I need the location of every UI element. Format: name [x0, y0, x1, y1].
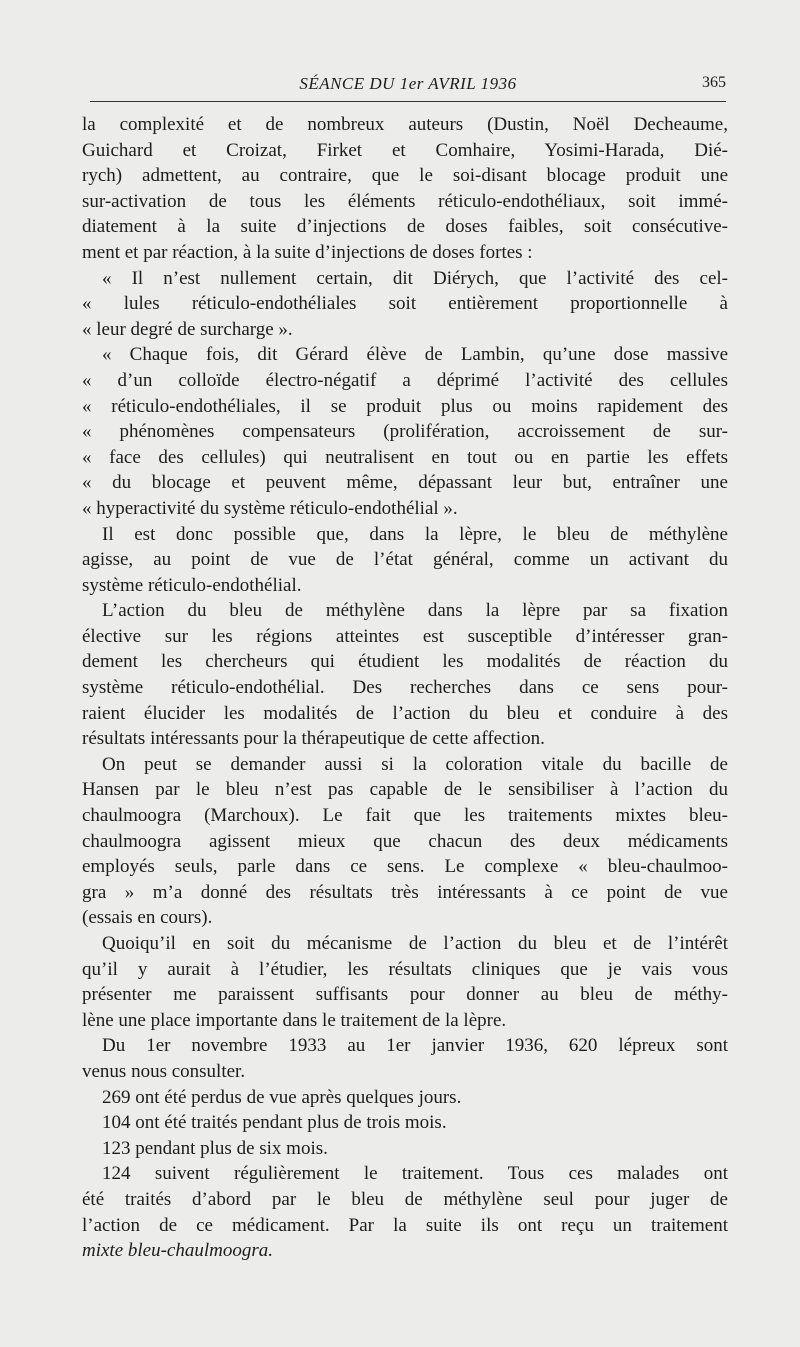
text-line: la complexité et de nombreux auteurs (Dustin, Noël Decheaume, [82, 114, 728, 135]
text-line: « phénomènes compensateurs (prolifération, accroissement de sur- [82, 421, 728, 443]
header-rule [90, 101, 726, 102]
text-line: Quoiqu’il en soit du mécanisme de l’action du bleu et de l’intérêt [102, 933, 728, 954]
text-line: Il est donc possible que, dans la lèpre, le bleu de méthylène [102, 523, 728, 545]
text-line: l’action de ce médicament. Par la suite ils ont reçu un traitement [82, 1214, 728, 1236]
text-line: « leur degré de surcharge ». [82, 318, 293, 340]
running-title: SÉANCE DU 1er AVRIL 1936 [299, 74, 517, 93]
page-number: 365 [702, 74, 726, 91]
text-line: résultats intéressants pour la thérapeutique de cette affection. [82, 728, 545, 750]
text-line: Du 1er novembre 1933 au 1er janvier 1936, 620 lépreux sont [102, 1035, 728, 1057]
text-line: chaulmoogra agissent mieux que chacun des deux médicaments [82, 830, 728, 852]
text-line: gra » m’a donné des résultats très intéressants à ce point de vue [82, 881, 728, 903]
text-line: employés seuls, parle dans ce sens. Le complexe « bleu-chaulmoo- [82, 856, 728, 878]
text-line: système réticulo-endothélial. [82, 574, 302, 596]
body-text [82, 112, 728, 1264]
text-line: dement les chercheurs qui étudient les modalités de réaction du [82, 651, 728, 673]
text-line: 104 ont été traités pendant plus de trois mois. [102, 1112, 447, 1134]
text-line: raient élucider les modalités de l’action du bleu et conduire à des [82, 702, 728, 724]
page-header [90, 70, 726, 100]
text-line: Guichard et Croizat, Firket et Comhaire, Yosimi-Harada, Dié- [82, 139, 728, 161]
text-line: Hansen par le bleu n’est pas capable de le sensibiliser à l’action du [82, 779, 728, 801]
text-line: été traités d’abord par le bleu de méthylène seul pour juger de [82, 1188, 728, 1210]
text-line: « hyperactivité du système réticulo-endothélial ». [82, 497, 458, 519]
text-line: mixte bleu-chaulmoogra. [82, 1240, 274, 1262]
text-line: diatement à la suite d’injections de doses faibles, soit consécutive- [82, 216, 728, 238]
text-line: « Il n’est nullement certain, dit Diérych, que l’activité des cel- [102, 267, 728, 289]
text-line: agisse, au point de vue de l’état général, comme un activant du [82, 549, 728, 571]
text-line: lène une place importante dans le traitement de la lèpre. [82, 1009, 507, 1031]
text-line: sur-activation de tous les éléments réticulo-endothéliaux, soit immé- [82, 190, 728, 212]
text-line: 269 ont été perdus de vue après quelques jours. [102, 1086, 462, 1108]
text-line: présenter me paraissent suffisants pour donner au bleu de méthy- [82, 984, 728, 1006]
text-line: ment et par réaction, à la suite d’injections de doses fortes : [82, 241, 533, 263]
text-line: rych) admettent, au contraire, que le soi-disant blocage produit une [82, 165, 728, 187]
text-line: venus nous consulter. [82, 1060, 246, 1082]
text-line: « d’un colloïde électro-négatif a déprimé l’activité des cellules [82, 369, 728, 391]
text-line: On peut se demander aussi si la coloration vitale du bacille de [102, 753, 728, 775]
text-line: « face des cellules) qui neutralisent en tout ou en partie les effets [82, 446, 728, 468]
text-line: élective sur les régions atteintes est susceptible d’intéresser gran- [82, 625, 728, 647]
text-line: 123 pendant plus de six mois. [102, 1137, 328, 1159]
text-line: L’action du bleu de méthylène dans la lèpre par sa fixation [102, 600, 728, 622]
text-line: « Chaque fois, dit Gérard élève de Lambin, qu’une dose massive [102, 344, 728, 366]
text-line: (essais en cours). [82, 907, 213, 929]
text-line: chaulmoogra (Marchoux). Le fait que les traitements mixtes bleu- [82, 805, 728, 827]
text-line: 124 suivent régulièrement le traitement. Tous ces malades ont [102, 1163, 728, 1185]
text-line: qu’il y aurait à l’étudier, les résultats cliniques que je vais vous [82, 958, 728, 980]
text-line: « lules réticulo-endothéliales soit entièrement proportionnelle à [82, 293, 728, 315]
text-line: système réticulo-endothélial. Des recherches dans ce sens pour- [82, 677, 728, 699]
text-line: « du blocage et peuvent même, dépassant leur but, entraîner une [82, 472, 728, 494]
text-line: « réticulo-endothéliales, il se produit plus ou moins rapidement des [82, 395, 728, 417]
